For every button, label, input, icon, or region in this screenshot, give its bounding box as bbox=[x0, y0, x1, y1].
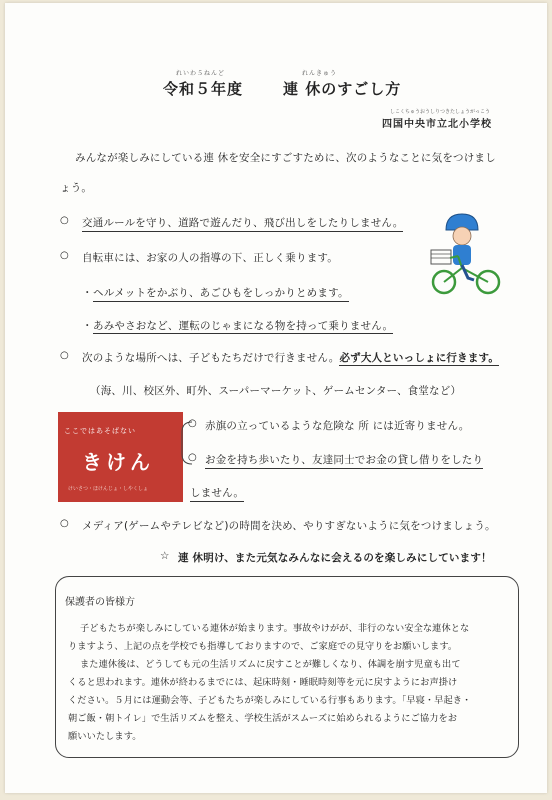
cyclist-illustration bbox=[428, 208, 506, 300]
school-name: 四国中央市立北小学校 bbox=[382, 119, 492, 130]
rule-media: メディア(ゲームやテレビなど)の時間を決め、やりすぎないように気をつけましょう。 bbox=[82, 520, 496, 532]
rule-bullet: ○ bbox=[188, 418, 197, 429]
closing-message: 連 休明け、また元気なみんなに会えるのを楽しみにしています！ bbox=[178, 552, 492, 564]
rule-places-list: （海、川、校区外、町外、スーパーマーケット、ゲームセンター、食堂など） bbox=[90, 385, 462, 397]
sign-bottom-text: けいさつ・ほけんじょ・しやくしょ bbox=[68, 486, 149, 492]
notice-line: また連休後は、どうしても元の生活リズムに戻すことが難しくなり、体調を崩す児童も出て bbox=[80, 659, 461, 670]
notice-line: 子どもたちが楽しみにしている連休が始まります。事故やけがが、非行のない安全な連休とな bbox=[80, 623, 470, 634]
rule-bicycle: 自転車には、お家の人の指導の下、正しく乗ります。 bbox=[82, 252, 338, 264]
rule-sub-bullet: ・ bbox=[82, 320, 93, 332]
notice-line: 願いいたします。 bbox=[68, 731, 142, 742]
rule-helmet: ヘルメットをかぶり、あごひもをしっかりとめます。 bbox=[93, 285, 349, 302]
rule-bullet: ○ bbox=[60, 250, 69, 261]
rule-money: お金を持ち歩いたり、友達同士でお金の貸し借りをしたり bbox=[205, 452, 483, 469]
notice-line: ください。５月には運動会等、子どもたちが楽しみにしている行事もあります。「早寝・早起き・ bbox=[68, 695, 472, 706]
rule-sub-bullet: ・ bbox=[82, 287, 93, 299]
rule-bullet: ○ bbox=[188, 452, 197, 463]
page-title: 令和５年度 bbox=[163, 80, 244, 98]
school-ruby: しこくちゅうおうしりつきたしょうがっこう bbox=[390, 109, 491, 115]
notice-line: くると思われます。連休が終わるまでには、起床時刻・睡眠時刻等を元に戻すようにお声掛け bbox=[68, 677, 458, 688]
rule-places: 次のような場所へは、子どもたちだけで行きません。必ず大人といっしょに行きます。 bbox=[82, 352, 500, 364]
rule-bullet: ○ bbox=[60, 215, 69, 226]
rule-money-cont: しません。 bbox=[190, 485, 244, 502]
rule-bullet: ○ bbox=[60, 518, 69, 529]
danger-sign-photo bbox=[58, 412, 183, 502]
sign-top-text: ここではあそばない bbox=[64, 427, 136, 435]
notice-title: 保護者の皆様方 bbox=[65, 597, 135, 608]
notice-line: りますよう、上記の点を学校でも指導しておりますので、ご家庭での見守りをお願いします。 bbox=[68, 641, 458, 652]
page-subtitle: 連 休のすごし方 bbox=[283, 80, 402, 98]
rule-bullet: ○ bbox=[60, 350, 69, 361]
sign-main-text: きけん bbox=[82, 450, 154, 474]
rule-traffic: 交通ルールを守り、道路で遊んだり、飛び出しをしたりしません。 bbox=[82, 215, 403, 232]
rule-danger: 赤旗の立っているような危険な 所 には近寄りません。 bbox=[205, 420, 470, 432]
intro-line-2: ょう。 bbox=[60, 182, 93, 194]
rule-carrying: あみやさおなど、運転のじゃまになる物を持って乗りません。 bbox=[93, 320, 394, 332]
intro-line-1: みんなが楽しみにしている連 休を安全にすごすために、次のようなことに気をつけまし bbox=[75, 152, 496, 164]
title-ruby: れいわ５ねんど bbox=[176, 70, 226, 77]
closing-star: ☆ bbox=[160, 550, 170, 562]
notice-line: 朝ご飯・朝トイレ」で生活リズムを整え、学校生活がスムーズに始められるようにご協力をお bbox=[68, 713, 458, 724]
subtitle-ruby: れんきゅう bbox=[302, 70, 338, 77]
